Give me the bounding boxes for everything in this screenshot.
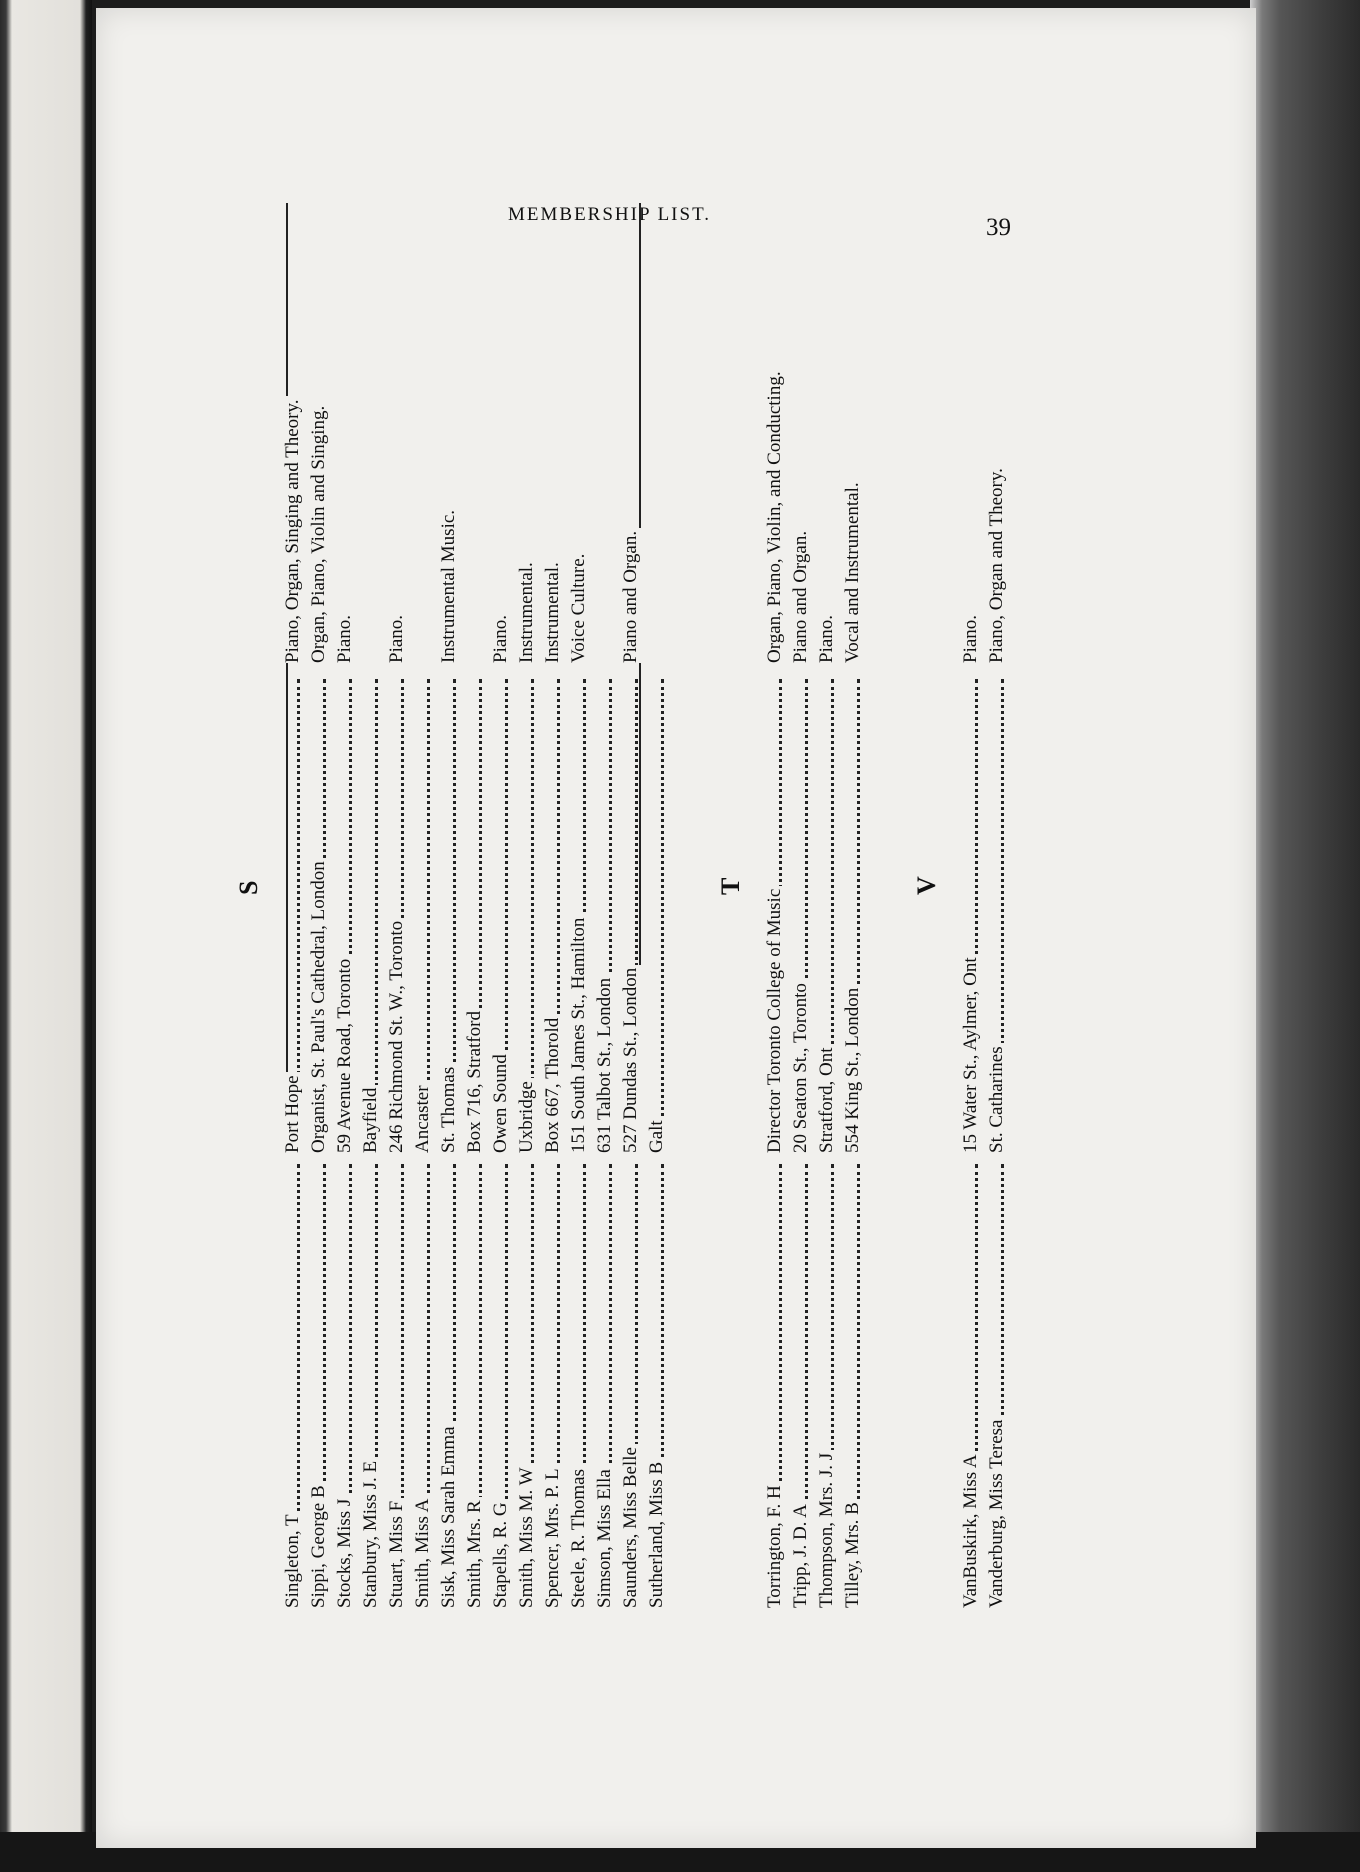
member-name-text: Stanbury, Miss J. E: [360, 1458, 381, 1608]
section-spacer: [912, 1158, 942, 1608]
member-subject-cell: [462, 203, 488, 663]
member-address-text: 20 Seaton St., Toronto: [790, 980, 811, 1153]
member-name-cell: [358, 1158, 384, 1608]
member-address-text: 554 King St., London: [842, 985, 863, 1153]
member-name-text: Spencer, Mrs. P. L: [542, 1465, 563, 1608]
member-address-text: Organist, St. Paul's Cathedral, London: [308, 858, 329, 1153]
member-name-cell: [592, 1158, 618, 1608]
member-name-text: Stocks, Miss J: [334, 1496, 355, 1608]
section-spacer: [912, 203, 942, 663]
member-name-cell: [618, 1158, 644, 1608]
section-letter: T: [716, 877, 745, 895]
member-name-text: Stapells, R. G: [490, 1499, 511, 1608]
member-name-text: Steele, R. Thomas: [568, 1466, 589, 1608]
member-subject-cell: [592, 203, 618, 663]
member-subject-cell: [840, 203, 866, 663]
member-address-text: St. Thomas: [438, 1064, 459, 1153]
member-address-cell: [788, 673, 814, 1153]
member-name-text: Tilley, Mrs. B: [842, 1499, 863, 1608]
member-subject-text: Piano, Organ and Theory.: [986, 465, 1007, 663]
member-address-text: St. Catharines: [986, 1043, 1007, 1153]
member-address-cell: [358, 673, 384, 1153]
member-name-cell: [788, 1158, 814, 1608]
scan-left-edge: [0, 0, 92, 1872]
member-subject-cell: [332, 203, 358, 663]
membership-table: [234, 208, 1134, 1608]
section-gap: [746, 203, 762, 663]
member-name-cell: [436, 1158, 462, 1608]
member-name-cell: [514, 1158, 540, 1608]
member-address-text: Box 716, Stratford: [464, 1008, 485, 1153]
section-gap: [746, 1158, 762, 1608]
member-subject-cell: [566, 203, 592, 663]
member-subject-text: [464, 660, 485, 663]
member-subject-cell: [306, 203, 332, 663]
section-spacer: [716, 1158, 746, 1608]
member-address-text: 15 Water St., Aylmer, Ont: [960, 954, 981, 1153]
addresses-column: [234, 673, 1056, 1153]
member-name-text: Simson, Miss Ella: [594, 1466, 615, 1608]
section-spacer: [234, 1158, 264, 1608]
member-address-cell: [436, 673, 462, 1153]
member-name-text: Sutherland, Miss B: [646, 1459, 667, 1608]
section-gap: [942, 673, 958, 1153]
member-subject-cell: [788, 203, 814, 663]
member-address-cell: [410, 673, 436, 1153]
member-address-text: Galt: [646, 1117, 667, 1153]
section-break: [1010, 1158, 1056, 1608]
member-subject-text: Piano.: [960, 612, 981, 663]
member-subject-cell: [358, 203, 384, 663]
member-name-cell: [814, 1158, 840, 1608]
member-address-cell: [566, 673, 592, 1153]
section-break: [866, 1158, 912, 1608]
member-subject-text: [412, 660, 433, 663]
member-name-cell: [306, 1158, 332, 1608]
member-address-text: Box 667, Thorold: [542, 1015, 563, 1153]
scan-right-edge: [1250, 0, 1360, 1872]
member-address-cell: [306, 673, 332, 1153]
member-name-cell: [540, 1158, 566, 1608]
member-name-cell: [840, 1158, 866, 1608]
member-subject-text: Piano.: [386, 612, 407, 663]
member-address-cell: [514, 673, 540, 1153]
member-name-text: VanBuskirk, Miss A: [960, 1451, 981, 1608]
member-subject-text: Instrumental Music.: [438, 507, 459, 663]
member-address-cell: [618, 673, 644, 1153]
member-name-cell: [984, 1158, 1010, 1608]
member-subject-text: Instrumental.: [516, 559, 537, 663]
member-name-text: Singleton, T: [282, 1511, 303, 1608]
member-address-text: 246 Richmond St. W., Toronto: [386, 918, 407, 1153]
page-number: 39: [986, 214, 1011, 241]
member-address-text: Bayfield: [360, 1085, 381, 1153]
member-subject-text: Piano.: [816, 612, 837, 663]
running-head: MEMBERSHIP LIST.: [508, 204, 712, 225]
section-break: [670, 673, 716, 1153]
book-page: [96, 8, 1256, 1848]
member-subject-text: Piano.: [490, 612, 511, 663]
section-letter: S: [234, 880, 263, 895]
member-name-text: Sisk, Miss Sarah Emma: [438, 1423, 459, 1608]
member-name-cell: [644, 1158, 670, 1608]
member-address-text: Uxbridge: [516, 1078, 537, 1153]
section-gap: [942, 203, 958, 663]
member-subject-cell: [488, 203, 514, 663]
member-subject-text: Piano.: [334, 612, 355, 663]
member-address-text: 59 Avenue Road, Toronto: [334, 956, 355, 1153]
member-name-cell: [280, 1158, 306, 1608]
section-break: [670, 203, 716, 663]
member-address-cell: [958, 673, 984, 1153]
member-address-text: Stratford, Ont: [816, 1044, 837, 1153]
member-address-cell: [762, 673, 788, 1153]
member-subject-text: Piano, Organ, Singing and Theory.: [282, 396, 303, 663]
member-subject-text: Piano and Organ.: [620, 528, 641, 663]
member-name-text: Smith, Mrs. R: [464, 1497, 485, 1608]
member-subject-text: Vocal and Instrumental.: [842, 479, 863, 663]
member-subject-cell: [514, 203, 540, 663]
section-break: [866, 203, 912, 663]
member-subject-text: Organ, Piano, Violin, and Conducting.: [764, 368, 785, 663]
member-name-text: Sippi, George B: [308, 1482, 329, 1608]
section-gap: [264, 673, 280, 1153]
member-name-text: Vanderburg, Miss Teresa: [986, 1417, 1007, 1608]
member-address-text: 527 Dundas St., London: [620, 965, 641, 1153]
member-address-cell: [280, 673, 306, 1153]
section-gap: [942, 1158, 958, 1608]
member-address-text: Ancaster: [412, 1082, 433, 1153]
member-name-cell: [332, 1158, 358, 1608]
member-address-cell: [462, 673, 488, 1153]
member-address-cell: [840, 673, 866, 1153]
member-address-cell: [644, 673, 670, 1153]
member-address-cell: [384, 673, 410, 1153]
section-break: [1010, 673, 1056, 1153]
member-subject-cell: [762, 203, 788, 663]
member-subject-cell: [644, 203, 670, 663]
member-address-text: Owen Sound: [490, 1051, 511, 1153]
member-name-cell: [410, 1158, 436, 1608]
dot-leader: [358, 679, 378, 1153]
member-address-text: Director Toronto College of Music: [764, 886, 785, 1153]
member-subject-cell: [280, 203, 306, 663]
member-subject-cell: [814, 203, 840, 663]
member-subject-text: [646, 660, 667, 663]
member-subject-text: Instrumental.: [542, 559, 563, 663]
member-address-cell: [332, 673, 358, 1153]
names-column: [234, 1158, 1056, 1608]
member-subject-cell: [436, 203, 462, 663]
member-name-text: Saunders, Miss Belle: [620, 1444, 641, 1608]
member-address-cell: [814, 673, 840, 1153]
member-address-text: 631 Talbot St., London: [594, 975, 615, 1153]
section-gap: [264, 1158, 280, 1608]
member-subject-text: [360, 660, 381, 663]
member-subject-cell: [984, 203, 1010, 663]
member-address-text: 151 South James St., Hamilton: [568, 915, 589, 1153]
member-name-text: Smith, Miss A: [412, 1496, 433, 1608]
member-name-text: Torrington, F. H: [764, 1482, 785, 1608]
member-name-cell: [488, 1158, 514, 1608]
member-address-cell: [984, 673, 1010, 1153]
member-name-text: Smith, Miss M. W: [516, 1464, 537, 1608]
member-name-text: Tripp, J. D. A: [790, 1501, 811, 1608]
member-subject-text: Organ, Piano, Violin and Singing.: [308, 403, 329, 663]
member-name-text: Stuart, Miss F: [386, 1498, 407, 1608]
subjects-column: [234, 203, 1056, 663]
member-address-cell: [540, 673, 566, 1153]
member-subject-cell: [540, 203, 566, 663]
section-break: [1010, 203, 1056, 663]
member-address-cell: [592, 673, 618, 1153]
dot-leader: [644, 679, 664, 1153]
member-subject-cell: [384, 203, 410, 663]
member-subject-cell: [958, 203, 984, 663]
member-name-cell: [462, 1158, 488, 1608]
member-subject-text: [594, 660, 615, 663]
section-gap: [264, 203, 280, 663]
section-break: [866, 673, 912, 1153]
member-name-cell: [958, 1158, 984, 1608]
member-name-cell: [384, 1158, 410, 1608]
member-subject-text: Piano and Organ.: [790, 528, 811, 663]
section-letter: V: [912, 876, 941, 895]
member-subject-text: Voice Culture.: [568, 551, 589, 663]
section-break: [670, 1158, 716, 1608]
member-address-text: Port Hope: [282, 1072, 303, 1153]
member-subject-cell: [410, 203, 436, 663]
section-spacer: [716, 203, 746, 663]
member-name-cell: [566, 1158, 592, 1608]
section-spacer: [234, 203, 264, 663]
member-name-cell: [762, 1158, 788, 1608]
section-gap: [746, 673, 762, 1153]
member-name-text: Thompson, Mrs. J. J: [816, 1450, 837, 1608]
member-address-cell: [488, 673, 514, 1153]
member-subject-cell: [618, 203, 644, 663]
